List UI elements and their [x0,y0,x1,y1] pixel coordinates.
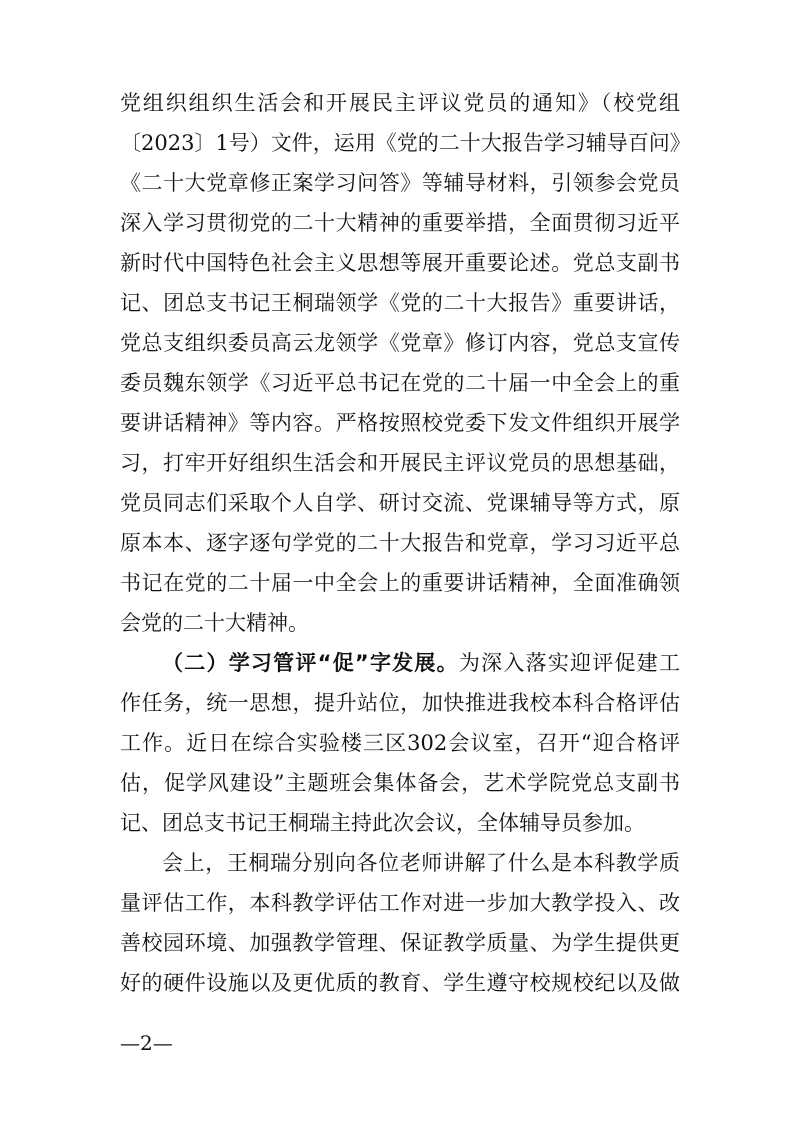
text-line: 记、团总支书记王桐瑞主持此次会议，全体辅导员参加。 [120,811,645,835]
section-heading: （二）学习管评“促”字发展。 [162,651,459,675]
paragraph-3 [120,843,680,1003]
page-number: —2— [120,1031,173,1055]
text-line: 党总支组织委员高云龙领学《党章》修订内容，党总支宣传 [120,331,680,355]
document-body [120,83,691,1003]
text-line: 党员同志们采取个人自学、研讨交流、党课辅导等方式，原 [120,491,680,515]
text-line: 新时代中国特色社会主义思想等展开重要论述。党总支副书 [120,251,680,275]
text-line: 委员魏东领学《习近平总书记在党的二十届一中全会上的重 [120,371,680,395]
text-line: 善校园环境、加强教学管理、保证教学质量、为学生提供更 [120,931,680,955]
text-line: 原本本、逐字逐句学党的二十大报告和党章，学习习近平总 [120,531,680,555]
text-line: 记、团总支书记王桐瑞领学《党的二十大报告》重要讲话， [120,291,680,315]
text-line: 工作。近日在综合实验楼三区302会议室，召开“迎合格评 [120,731,680,755]
heading-continuation: 为深入落实迎评促建工 [458,651,680,675]
text-line: 要讲话精神》等内容。严格按照校党委下发文件组织开展学 [120,411,680,435]
text-line: 习，打牢开好组织生活会和开展民主评议党员的思想基础， [120,451,680,475]
text-line [120,643,680,683]
text-line: 深入学习贯彻党的二十大精神的重要举措，全面贯彻习近平 [120,211,680,235]
text-line: 《二十大党章修正案学习问答》等辅导材料，引领参会党员 [120,171,680,195]
text-line: 量评估工作，本科教学评估工作对进一步加大教学投入、改 [120,891,680,915]
text-line: 估，促学风建设”主题班会集体备会，艺术学院党总支副书 [120,771,680,795]
text-line: 〔2023〕1号）文件，运用《党的二十大报告学习辅导百问》 [120,131,691,155]
text-line: 好的硬件设施以及更优质的教育、学生遵守校规校纪以及做 [120,971,680,995]
text-line: 会上，王桐瑞分别向各位老师讲解了什么是本科教学质 [162,851,680,875]
text-line: 党组织组织生活会和开展民主评议党员的通知》（校党组 [120,91,680,115]
paragraph-1 [120,83,691,643]
text-line: 作任务，统一思想，提升站位，加快推进我校本科合格评估 [120,691,680,715]
text-line: 书记在党的二十届一中全会上的重要讲话精神，全面准确领 [120,571,680,595]
text-line: 会党的二十大精神。 [120,611,309,635]
paragraph-2 [120,643,680,843]
